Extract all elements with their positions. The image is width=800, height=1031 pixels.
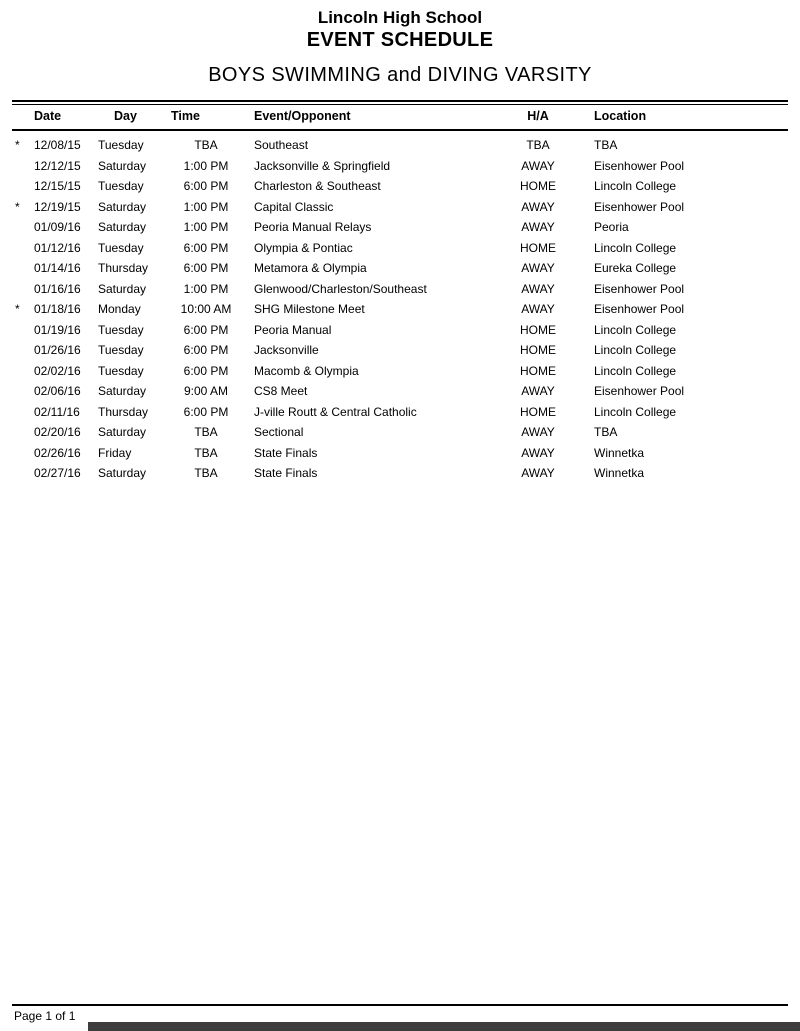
cell-flag: * — [15, 302, 20, 316]
cell-day: Tuesday — [98, 240, 144, 255]
cell-time: 9:00 AM — [183, 384, 229, 398]
cell-event-opponent: Sectional — [254, 425, 304, 439]
cell-location: Peoria — [594, 220, 629, 234]
cell-day: Tuesday — [98, 322, 144, 337]
cell-date: 12/08/15 — [34, 138, 81, 152]
cell-date: 12/15/15 — [34, 179, 81, 193]
cell-flag — [12, 381, 32, 402]
schedule-table-wrap — [12, 100, 788, 484]
cell-flag — [12, 402, 32, 423]
cell-home-away: AWAY — [521, 384, 555, 398]
cell-date: 02/20/16 — [34, 425, 81, 439]
cell-home-away: AWAY — [521, 158, 555, 173]
cell-event-opponent: State Finals — [254, 466, 318, 480]
cell-time: TBA — [194, 138, 218, 152]
cell-home-away: HOME — [520, 179, 556, 193]
column-header-day: Day — [96, 106, 166, 130]
footer-rule — [12, 1004, 788, 1006]
cell-home-away: HOME — [520, 240, 556, 255]
cell-flag — [12, 238, 32, 259]
cell-location: Lincoln College — [594, 343, 677, 357]
cell-event-opponent: Peoria Manual — [254, 322, 332, 337]
cell-home-away: HOME — [520, 322, 556, 337]
cell-day: Saturday — [98, 158, 147, 173]
cell-event-opponent: SHG Milestone Meet — [254, 302, 365, 316]
table-row — [12, 258, 788, 279]
cell-flag: * — [15, 199, 20, 214]
table-row — [12, 130, 788, 156]
cell-home-away: AWAY — [521, 220, 555, 234]
cell-date: 01/26/16 — [34, 343, 81, 357]
cell-event-opponent: Olympia & Pontiac — [254, 240, 353, 255]
cell-event-opponent: Southeast — [254, 138, 309, 152]
table-row — [12, 443, 788, 464]
cell-date: 12/19/15 — [34, 199, 81, 214]
cell-location: Lincoln College — [594, 240, 677, 255]
cell-day: Saturday — [98, 281, 147, 296]
cell-time: 1:00 PM — [183, 220, 229, 234]
cell-event-opponent: CS8 Meet — [254, 384, 308, 398]
cell-flag — [12, 258, 32, 279]
cell-home-away: TBA — [526, 138, 550, 152]
column-header-flag — [12, 106, 32, 130]
table-row — [12, 217, 788, 238]
column-header-time: Time — [166, 106, 246, 130]
cell-event-opponent: Metamora & Olympia — [254, 261, 367, 275]
cell-flag — [12, 463, 32, 484]
cell-home-away: AWAY — [521, 199, 555, 214]
cell-time: TBA — [194, 466, 218, 480]
cell-location: Lincoln College — [594, 363, 677, 378]
table-row — [12, 463, 788, 484]
cell-date: 01/12/16 — [34, 240, 81, 255]
cell-day: Saturday — [98, 425, 147, 439]
cell-time: 6:00 PM — [183, 179, 229, 193]
document-page — [0, 0, 800, 484]
table-row — [12, 361, 788, 382]
cell-flag — [12, 279, 32, 300]
cell-time: 1:00 PM — [183, 199, 229, 214]
column-header-home-away: H/A — [494, 106, 582, 130]
cell-flag — [12, 361, 32, 382]
cell-event-opponent: Jacksonville — [254, 343, 319, 357]
cell-flag — [12, 443, 32, 464]
cell-event-opponent: Capital Classic — [254, 199, 334, 214]
cell-day: Thursday — [98, 261, 149, 275]
cell-day: Friday — [98, 445, 132, 460]
cell-flag — [12, 217, 32, 238]
table-row — [12, 299, 788, 320]
cell-date: 02/06/16 — [34, 384, 81, 398]
table-row — [12, 156, 788, 177]
cell-day: Tuesday — [98, 179, 144, 193]
cell-day: Tuesday — [98, 138, 144, 152]
cell-location: Eisenhower Pool — [594, 281, 685, 296]
cell-date: 02/11/16 — [34, 404, 80, 419]
schedule-table — [12, 106, 788, 484]
cell-time: TBA — [194, 425, 218, 439]
table-row — [12, 381, 788, 402]
cell-location: Eisenhower Pool — [594, 199, 685, 214]
table-header-row — [12, 106, 788, 130]
page-number: Page 1 of 1 — [14, 1009, 76, 1023]
cell-day: Tuesday — [98, 343, 144, 357]
cell-event-opponent: State Finals — [254, 445, 318, 460]
cell-day: Tuesday — [98, 363, 144, 378]
table-row — [12, 279, 788, 300]
cell-time: 6:00 PM — [183, 261, 229, 275]
cell-day: Saturday — [98, 466, 147, 480]
schedule-subtitle: BOYS SWIMMING and DIVING VARSITY — [208, 64, 592, 86]
cell-flag — [12, 156, 32, 177]
column-header-location: Location — [582, 106, 788, 130]
cell-day: Saturday — [98, 199, 147, 214]
cell-location: Winnetka — [594, 445, 645, 460]
cell-location: Lincoln College — [594, 404, 677, 419]
document-title: EVENT SCHEDULE — [306, 29, 494, 51]
cell-event-opponent: Charleston & Southeast — [254, 179, 381, 193]
cell-time: 6:00 PM — [183, 404, 229, 419]
cell-home-away: HOME — [520, 343, 556, 357]
cell-location: TBA — [594, 138, 618, 152]
cell-time: 1:00 PM — [183, 158, 229, 173]
table-row — [12, 176, 788, 197]
cell-flag — [12, 422, 32, 443]
column-header-event-opponent: Event/Opponent — [246, 106, 494, 130]
cell-date: 01/18/16 — [34, 302, 81, 316]
cell-flag — [12, 320, 32, 341]
cell-date: 02/27/16 — [34, 466, 81, 480]
schedule-table-body — [12, 130, 788, 484]
cell-day: Saturday — [98, 220, 147, 234]
cell-home-away: AWAY — [521, 302, 555, 316]
cell-location: Eisenhower Pool — [594, 302, 685, 316]
cell-home-away: AWAY — [521, 281, 555, 296]
cell-home-away: AWAY — [521, 425, 555, 439]
cell-time: 6:00 PM — [183, 322, 229, 337]
cell-home-away: HOME — [520, 404, 556, 419]
cell-event-opponent: Macomb & Olympia — [254, 363, 359, 378]
table-row — [12, 402, 788, 423]
cell-home-away: AWAY — [521, 445, 555, 460]
cell-time: 6:00 PM — [183, 343, 229, 357]
cell-location: Eisenhower Pool — [594, 158, 685, 173]
cell-date: 02/26/16 — [34, 445, 81, 460]
cell-flag: * — [15, 138, 20, 152]
table-row — [12, 422, 788, 443]
cell-date: 01/16/16 — [34, 281, 81, 296]
cell-flag — [12, 176, 32, 197]
cell-time: TBA — [194, 445, 218, 460]
cell-date: 02/02/16 — [34, 363, 81, 378]
table-row — [12, 238, 788, 259]
cell-time: 6:00 PM — [183, 240, 229, 255]
school-name: Lincoln High School — [317, 8, 483, 27]
cell-location: Lincoln College — [594, 322, 677, 337]
table-row — [12, 320, 788, 341]
cell-event-opponent: Jacksonville & Springfield — [254, 158, 391, 173]
horizontal-scrollbar-thumb[interactable] — [88, 1022, 800, 1031]
cell-date: 01/19/16 — [34, 322, 81, 337]
cell-location: Lincoln College — [594, 179, 677, 193]
cell-home-away: HOME — [520, 363, 556, 378]
cell-day: Saturday — [98, 384, 147, 398]
cell-location: Eureka College — [594, 261, 677, 275]
table-row — [12, 340, 788, 361]
cell-day: Monday — [98, 302, 141, 316]
header-top-rule — [12, 100, 788, 105]
cell-location: Eisenhower Pool — [594, 384, 685, 398]
cell-home-away: AWAY — [521, 466, 555, 480]
cell-event-opponent: Peoria Manual Relays — [254, 220, 372, 234]
cell-date: 01/09/16 — [34, 220, 81, 234]
cell-event-opponent: J-ville Routt & Central Catholic — [254, 404, 417, 419]
cell-date: 12/12/15 — [34, 158, 81, 173]
cell-location: TBA — [594, 425, 618, 439]
column-header-date: Date — [32, 106, 96, 130]
cell-time: 1:00 PM — [183, 281, 229, 296]
cell-time: 10:00 AM — [180, 302, 232, 316]
cell-flag — [12, 340, 32, 361]
cell-location: Winnetka — [594, 466, 645, 480]
table-row — [12, 197, 788, 218]
cell-day: Thursday — [98, 404, 149, 419]
cell-event-opponent: Glenwood/Charleston/Southeast — [254, 281, 427, 296]
cell-home-away: AWAY — [521, 261, 555, 275]
cell-date: 01/14/16 — [34, 261, 81, 275]
cell-time: 6:00 PM — [183, 363, 229, 378]
